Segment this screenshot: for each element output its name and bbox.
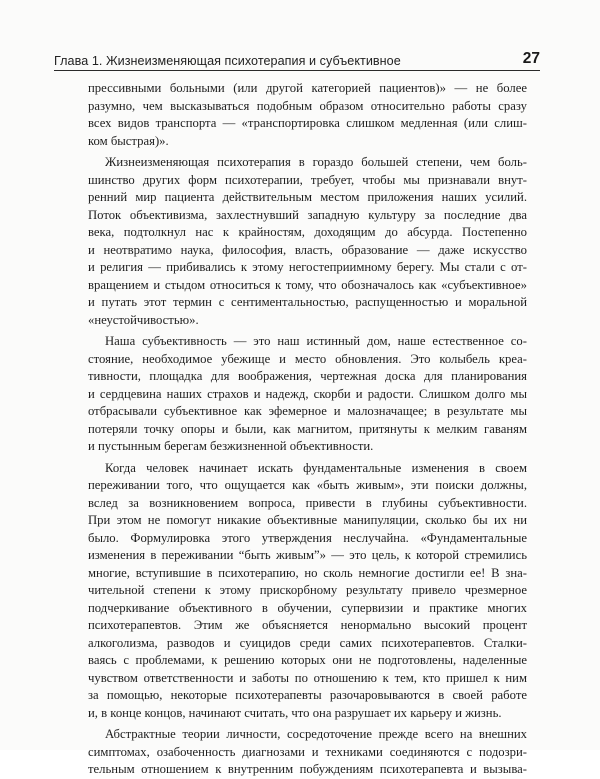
paragraph [88,460,527,723]
text-line: и сердцевина наших страхов и надежд, скорби и радости. Слишком долго мы [88,386,527,401]
paragraph [88,726,527,779]
text-line: ренний мир пациента действительным местом приложения наших усилий. [88,190,527,204]
text-line: психотерапевтов. Этим же объясняется ненормально высокий процент [88,618,527,632]
text-line: симптомах, озабоченность диагнозами и техниками соединяются с подозри- [88,744,527,759]
text-line: тельным отношением к внутренним побуждениям психотерапевта и вызыва- [88,762,527,776]
text-line: и неотвратимо наука, философия, власть, образование — даже искусство [88,242,527,257]
text-line: века, подтолкнул нас к крайностям, доходящим до абсурда. Постепенно [88,225,527,239]
text-line: Наша субъективность — это наш истинный дом, наше естественное со- [105,334,527,348]
paragraph [88,154,527,329]
text-line: и путать этот термин с сентиментальностью, распущенностью и моральной [88,295,527,309]
text-line: всех видов транспорта — «транспортировка слишком медленная (или слиш- [88,116,527,130]
text-line: шинство других форм психотерапии, требует, чтобы мы признавали внут- [88,172,527,187]
text-line: При этом не помогут никакие объективные манипуляции, сколько бы их ни [88,513,527,527]
text-line: «неустойчивостью». [88,312,199,327]
page-number: 27 [522,50,540,67]
text-line: за помощью, некоторые психотерапевты разочаровываются в своей работе [88,688,527,702]
text-line: Когда человек начинает искать фундаментальные изменения в своем [105,460,527,475]
text-line: и, в конце концов, начинают считать, что она разрушает их карьеру и жизнь. [88,705,502,720]
text-line: вращением и стыдом относиться к тому, что обозначалось как «субъективное» [88,277,527,292]
text-line: чительной степени к этому прискорбному результату привело чрезмерное [88,583,527,597]
text-line: и пустынным берегам безжизненной объективности. [88,439,374,453]
text-line: разумно, чем высказываться подобным образом относительно работы сразу [88,98,527,113]
text-line: тивности, площадка для воображения, чертежная доска для планирования [88,369,527,383]
text-line: и религия — прибивались к этому негостеприимному берегу. Мы стали с от- [88,260,527,274]
text-line: вслед за возникновением вопроса, привести в глубины субъективности. [88,495,527,510]
text-line: прессивными больными (или другой категорией пациентов)» — не более [88,81,527,95]
text-line: Поток объективизма, захлестнувший западную культуру за последние два [88,207,527,222]
body-text [88,80,527,779]
paragraph [88,333,527,456]
text-line: потеряли точку опоры и были, как магнитом, притянуты к мелким гаваням [88,421,527,436]
text-line: многие, вступившие в психотерапию, но сколь немногие достигли ее! В зна- [88,565,527,580]
text-line: чувством ответственности и заботы по отношению к тем, кто пришел к ним [88,670,527,685]
text-line: изменения в переживании “быть живым”» — это цель, к которой стремились [88,548,527,562]
text-line: Жизнеизменяющая психотерапия в гораздо большей степени, чем боль- [105,155,527,169]
text-line: ваясь с проблемами, к решению которых они не подготовлены, наделенные [88,653,527,667]
chapter-title: Глава 1. Жизнеизменяющая психотерапия и субъективное [54,54,401,68]
text-line: Абстрактные теории личности, сосредоточение прежде всего на внешних [105,727,527,741]
text-line: подчеркивание объективного в обучении, супервизии и практике многих [88,600,527,615]
text-line: ком быстрая)». [88,133,169,148]
text-line: переживании того, что ощущается как «быть живым», эти поиски должны, [88,478,527,492]
text-line: было. Формулировка этого утверждения неслучайна. «Фундаментальные [88,530,527,545]
paragraph [88,80,527,150]
running-header [54,44,540,71]
text-line: алкоголизма, разводов и суицидов среди самих психотерапевтов. Сталки- [88,635,527,650]
text-line: стояние, необходимое убежище и место обновления. Это колыбель креа- [88,351,527,366]
text-line: отбрасывали субъективное как эфемерное и малозначащее; в результате мы [88,404,527,418]
